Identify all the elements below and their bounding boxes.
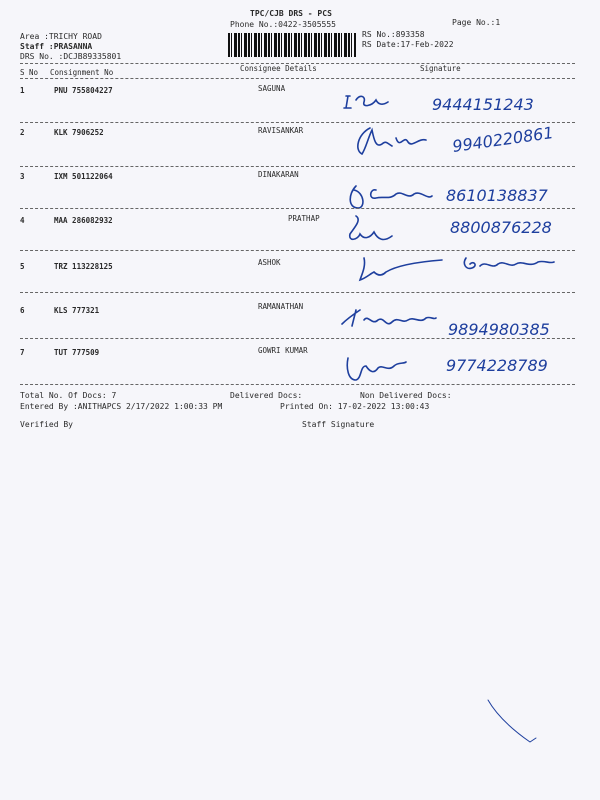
handwritten-phone-number: 9940220861 [451,123,555,156]
signature-image [346,212,402,248]
consignee-name: DINAKARAN [258,170,299,179]
printed-on: Printed On: 17-02-2022 13:00:43 [280,402,430,411]
consignment-number: MAA 286082932 [54,216,113,225]
signature-image [342,90,392,112]
signature-image [344,352,408,386]
handwritten-phone-number: 8800876228 [450,218,552,237]
handwritten-phone-number: 8610138837 [446,186,548,205]
consignment-number: TRZ 113228125 [54,262,113,271]
signature-image [338,304,438,332]
row-serial: 3 [20,172,25,181]
divider [20,338,575,339]
signature-image [460,252,556,276]
area: Area :TRICHY ROAD [20,32,102,41]
row-serial: 5 [20,262,25,271]
consignee-name: ASHOK [258,258,281,267]
consignee-name: RAMANATHAN [258,302,304,311]
handwritten-phone-number: 9894980385 [448,320,550,339]
column-header-consignee: Consignee Details [240,64,317,73]
consignee-name: PRATHAP [288,214,320,223]
phone-number: Phone No.:0422-3505555 [230,20,336,29]
consignment-number: PNU 755804227 [54,86,113,95]
rs-number: RS No.:893358 [362,30,425,39]
verified-by: Verified By [20,420,73,429]
row-serial: 2 [20,128,25,137]
delivered-docs: Delivered Docs: [230,391,303,400]
page-number: Page No.:1 [452,18,501,27]
signature-image [356,254,446,284]
divider [20,292,575,293]
rs-date: RS Date:17-Feb-2022 [362,40,454,49]
divider [20,122,575,123]
divider [20,208,575,209]
consignee-name: RAVISANKAR [258,126,304,135]
row-serial: 1 [20,86,25,95]
column-header-signature: Signature [420,64,461,73]
report-title: TPC/CJB DRS - PCS [250,9,332,18]
staff-signature-label: Staff Signature [302,420,375,429]
consignment-number: KLS 777321 [54,306,100,315]
divider [20,78,575,79]
consignment-number: IXM 501122064 [54,172,113,181]
consignee-name: GOWRI KUMAR [258,346,308,355]
row-serial: 4 [20,216,25,225]
pen-mark [486,698,546,748]
consignee-name: SAGUNA [258,84,286,93]
consignment-number: TUT 777509 [54,348,100,357]
drs-number: DRS No. :DCJB89335801 [20,52,122,61]
barcode-image [228,33,356,57]
divider [20,166,575,167]
divider [20,384,575,385]
non-delivered-docs: Non Delivered Docs: [360,391,452,400]
column-header-sno: S No [20,68,39,77]
row-serial: 6 [20,306,25,315]
staff-name: Staff :PRASANNA [20,42,93,51]
column-header-consignment: Consignment No [50,68,114,77]
total-docs: Total No. Of Docs: 7 [20,391,117,400]
signature-image [352,124,432,160]
handwritten-phone-number: 9444151243 [432,95,534,114]
row-serial: 7 [20,348,25,357]
handwritten-phone-number: 9774228789 [446,356,548,375]
divider [20,250,575,251]
entered-by: Entered By :ANITHAPCS 2/17/2022 1:00:33 PM [20,402,223,411]
consignment-number: KLK 7906252 [54,128,104,137]
